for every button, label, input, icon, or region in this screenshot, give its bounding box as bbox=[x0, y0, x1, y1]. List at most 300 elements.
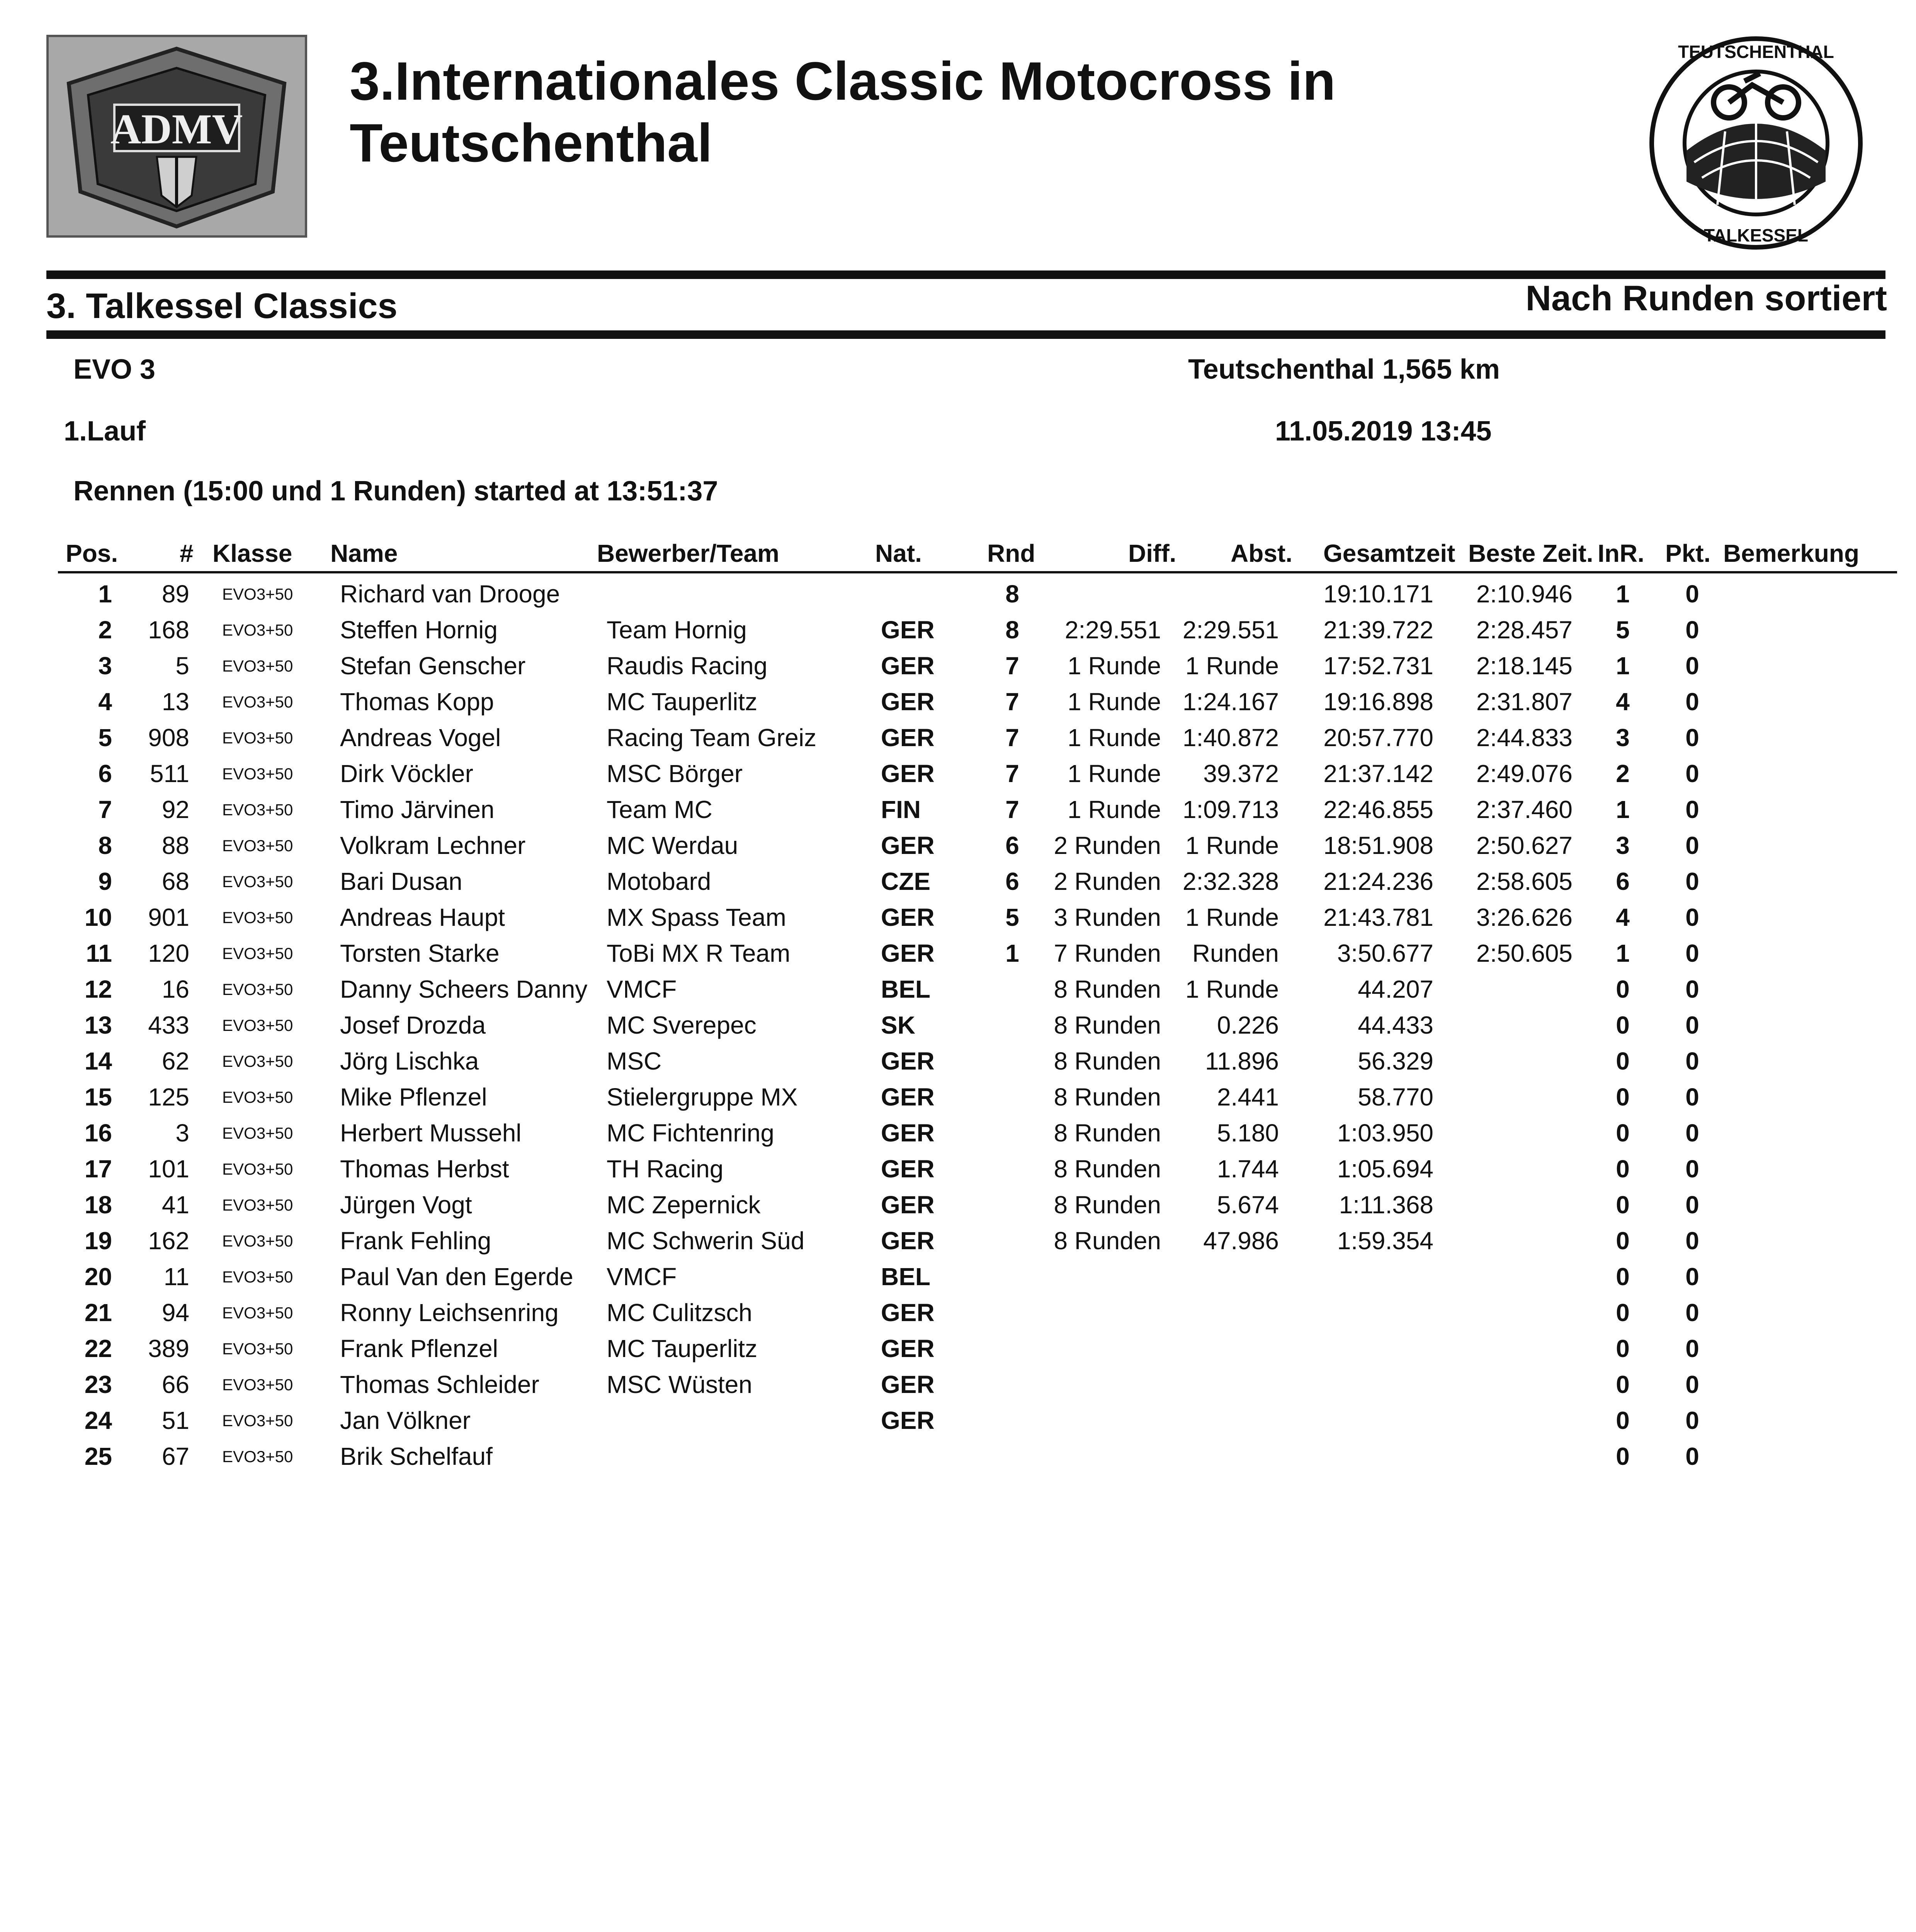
cell-points: 0 bbox=[1685, 1083, 1699, 1111]
race-info: Rennen (15:00 und 1 Runden) started at 13:51:37 bbox=[73, 476, 718, 507]
col-nat: Nat. bbox=[875, 539, 922, 567]
cell-gap: 2:32.328 bbox=[1182, 867, 1279, 895]
col-gesamtzeit: Gesamtzeit bbox=[1323, 539, 1455, 567]
cell-nation: GER bbox=[881, 724, 935, 752]
cell-points: 0 bbox=[1685, 903, 1699, 931]
col-inr: InR. bbox=[1598, 539, 1644, 567]
cell-laps: 8 bbox=[1005, 580, 1019, 608]
cell-inr: 6 bbox=[1616, 867, 1630, 895]
cell-inr: 2 bbox=[1616, 760, 1630, 787]
cell-pos: 12 bbox=[84, 975, 112, 1003]
cell-number: 511 bbox=[150, 760, 189, 787]
cell-inr: 0 bbox=[1616, 1083, 1630, 1111]
cell-class: EVO3+50 bbox=[222, 872, 293, 891]
cell-diff: 8 Runden bbox=[1054, 975, 1161, 1003]
cell-points: 0 bbox=[1685, 616, 1699, 644]
cell-number: 389 bbox=[148, 1335, 189, 1362]
col-best-time: Beste Zeit. bbox=[1468, 539, 1593, 567]
cell-team: Raudis Racing bbox=[607, 652, 768, 680]
cell-gap: 5.180 bbox=[1217, 1119, 1279, 1147]
cell-laps: 7 bbox=[1005, 760, 1019, 787]
cell-best-time: 2:50.605 bbox=[1476, 939, 1573, 967]
cell-total-time: 56.329 bbox=[1358, 1047, 1433, 1075]
cell-pos: 3 bbox=[98, 652, 112, 680]
cell-points: 0 bbox=[1685, 1406, 1699, 1434]
cell-class: EVO3+50 bbox=[222, 1447, 293, 1466]
cell-best-time: 2:58.605 bbox=[1476, 867, 1573, 895]
cell-pos: 8 bbox=[98, 832, 112, 859]
cell-inr: 0 bbox=[1616, 1155, 1630, 1183]
cell-diff: 2 Runden bbox=[1054, 867, 1161, 895]
cell-number: 120 bbox=[148, 939, 189, 967]
cell-number: 908 bbox=[148, 724, 189, 752]
cell-inr: 1 bbox=[1616, 939, 1630, 967]
cell-pos: 18 bbox=[84, 1191, 112, 1219]
cell-inr: 0 bbox=[1616, 1047, 1630, 1075]
cell-gap: 11.896 bbox=[1205, 1047, 1279, 1075]
col-name: Name bbox=[330, 539, 398, 567]
cell-team: MSC Börger bbox=[607, 760, 743, 787]
cell-class: EVO3+50 bbox=[222, 1124, 293, 1142]
cell-inr: 0 bbox=[1616, 1371, 1630, 1398]
cell-diff: 8 Runden bbox=[1054, 1011, 1161, 1039]
col-pos: Pos. bbox=[66, 539, 118, 567]
cell-nation: GER bbox=[881, 939, 935, 967]
svg-text:TALKESSEL: TALKESSEL bbox=[1703, 225, 1809, 245]
table-row bbox=[0, 1083, 1916, 1119]
cell-gap: 0.226 bbox=[1217, 1011, 1279, 1039]
cell-best-time: 2:10.946 bbox=[1476, 580, 1573, 608]
cell-best-time: 2:37.460 bbox=[1476, 796, 1573, 823]
event-heat: 1.Lauf bbox=[64, 416, 146, 447]
cell-inr: 5 bbox=[1616, 616, 1630, 644]
cell-gap: 1 Runde bbox=[1185, 652, 1279, 680]
cell-laps: 6 bbox=[1005, 832, 1019, 859]
cell-team: ToBi MX R Team bbox=[607, 939, 791, 967]
cell-pos: 19 bbox=[84, 1227, 112, 1255]
header-rule-top bbox=[46, 270, 1885, 279]
table-row bbox=[0, 651, 1916, 687]
cell-number: 433 bbox=[148, 1011, 189, 1039]
cell-diff: 8 Runden bbox=[1054, 1227, 1161, 1255]
table-row bbox=[0, 1262, 1916, 1298]
cell-name: Mike Pflenzel bbox=[340, 1083, 487, 1111]
cell-diff: 1 Runde bbox=[1068, 724, 1161, 752]
cell-points: 0 bbox=[1685, 1191, 1699, 1219]
cell-gap: 5.674 bbox=[1217, 1191, 1279, 1219]
event-datetime: 11.05.2019 13:45 bbox=[1275, 416, 1492, 447]
cell-points: 0 bbox=[1685, 1263, 1699, 1291]
cell-class: EVO3+50 bbox=[222, 729, 293, 747]
cell-nation: GER bbox=[881, 1047, 935, 1075]
cell-best-time: 2:49.076 bbox=[1476, 760, 1573, 787]
cell-pos: 11 bbox=[86, 939, 112, 967]
cell-total-time: 44.433 bbox=[1358, 1011, 1433, 1039]
cell-total-time: 21:37.142 bbox=[1323, 760, 1433, 787]
cell-nation: GER bbox=[881, 1335, 935, 1362]
table-row bbox=[0, 1155, 1916, 1190]
cell-class: EVO3+50 bbox=[222, 837, 293, 855]
cell-number: 89 bbox=[162, 580, 189, 608]
cell-class: EVO3+50 bbox=[222, 980, 293, 998]
cell-number: 13 bbox=[162, 688, 189, 716]
cell-diff: 1 Runde bbox=[1068, 688, 1161, 716]
col-num: # bbox=[180, 539, 194, 567]
cell-inr: 4 bbox=[1616, 688, 1630, 716]
cell-total-time: 18:51.908 bbox=[1323, 832, 1433, 859]
cell-nation: GER bbox=[881, 903, 935, 931]
cell-class: EVO3+50 bbox=[222, 1196, 293, 1214]
cell-number: 125 bbox=[148, 1083, 189, 1111]
cell-pos: 20 bbox=[84, 1263, 112, 1291]
cell-inr: 0 bbox=[1616, 1191, 1630, 1219]
cell-points: 0 bbox=[1685, 724, 1699, 752]
table-row bbox=[0, 867, 1916, 903]
page-title: 3.Internationales Classic Motocross in Teutschenthal bbox=[350, 51, 1336, 173]
cell-points: 0 bbox=[1685, 1227, 1699, 1255]
col-pkt: Pkt. bbox=[1665, 539, 1711, 567]
cell-gap: 1 Runde bbox=[1185, 832, 1279, 859]
cell-class: EVO3+50 bbox=[222, 693, 293, 711]
cell-points: 0 bbox=[1685, 1299, 1699, 1327]
cell-best-time: 2:31.807 bbox=[1476, 688, 1573, 716]
cell-diff: 1 Runde bbox=[1068, 760, 1161, 787]
table-row bbox=[0, 1119, 1916, 1155]
table-row bbox=[0, 1370, 1916, 1406]
cell-class: EVO3+50 bbox=[222, 765, 293, 783]
cell-inr: 0 bbox=[1616, 975, 1630, 1003]
cell-total-time: 58.770 bbox=[1358, 1083, 1433, 1111]
teutschenthal-logo bbox=[1629, 35, 1884, 251]
cell-number: 16 bbox=[162, 975, 189, 1003]
cell-pos: 9 bbox=[98, 867, 112, 895]
cell-total-time: 17:52.731 bbox=[1323, 652, 1433, 680]
svg-text:ADMV: ADMV bbox=[110, 105, 243, 153]
cell-inr: 0 bbox=[1616, 1406, 1630, 1434]
table-row bbox=[0, 975, 1916, 1011]
col-rnd: Rnd bbox=[987, 539, 1035, 567]
table-row bbox=[0, 1047, 1916, 1083]
cell-gap: 1.744 bbox=[1217, 1155, 1279, 1183]
motocross-globe-icon bbox=[1629, 35, 1884, 251]
admv-logo bbox=[46, 35, 307, 238]
cell-class: EVO3+50 bbox=[222, 1052, 293, 1070]
cell-gap: 39.372 bbox=[1203, 760, 1279, 787]
cell-points: 0 bbox=[1685, 867, 1699, 895]
cell-name: Dirk Vöckler bbox=[340, 760, 473, 787]
cell-team: Team Hornig bbox=[607, 616, 747, 644]
cell-points: 0 bbox=[1685, 580, 1699, 608]
cell-team: MC Zepernick bbox=[607, 1191, 761, 1219]
cell-inr: 0 bbox=[1616, 1442, 1630, 1470]
cell-diff: 7 Runden bbox=[1054, 939, 1161, 967]
table-row bbox=[0, 616, 1916, 651]
table-row bbox=[0, 1226, 1916, 1262]
cell-class: EVO3+50 bbox=[222, 585, 293, 603]
cell-nation: GER bbox=[881, 1299, 935, 1327]
cell-inr: 4 bbox=[1616, 903, 1630, 931]
table-row bbox=[0, 831, 1916, 867]
cell-class: EVO3+50 bbox=[222, 1160, 293, 1178]
cell-laps: 7 bbox=[1005, 796, 1019, 823]
cell-team: Stielergruppe MX bbox=[607, 1083, 798, 1111]
cell-points: 0 bbox=[1685, 760, 1699, 787]
cell-number: 162 bbox=[148, 1227, 189, 1255]
col-class: Klasse bbox=[213, 539, 292, 567]
cell-team: VMCF bbox=[607, 1263, 677, 1291]
cell-gap: 1 Runde bbox=[1185, 903, 1279, 931]
cell-team: Team MC bbox=[607, 796, 712, 823]
cell-pos: 23 bbox=[84, 1371, 112, 1398]
cell-diff: 2:29.551 bbox=[1064, 616, 1161, 644]
col-remark: Bemerkung bbox=[1723, 539, 1860, 567]
cell-class: EVO3+50 bbox=[222, 1016, 293, 1034]
cell-name: Jörg Lischka bbox=[340, 1047, 479, 1075]
col-diff: Diff. bbox=[1128, 539, 1176, 567]
cell-points: 0 bbox=[1685, 1335, 1699, 1362]
table-row bbox=[0, 1298, 1916, 1334]
cell-total-time: 3:50.677 bbox=[1337, 939, 1433, 967]
cell-pos: 17 bbox=[84, 1155, 112, 1183]
cell-team: MC Fichtenring bbox=[607, 1119, 774, 1147]
cell-diff: 1 Runde bbox=[1068, 652, 1161, 680]
cell-points: 0 bbox=[1685, 652, 1699, 680]
cell-team: MC Werdau bbox=[607, 832, 738, 859]
col-abst: Abst. bbox=[1231, 539, 1292, 567]
cell-gap: 1:24.167 bbox=[1182, 688, 1279, 716]
cell-nation: GER bbox=[881, 760, 935, 787]
table-row bbox=[0, 795, 1916, 831]
cell-nation: GER bbox=[881, 652, 935, 680]
col-team: Bewerber/Team bbox=[597, 539, 779, 567]
cell-nation: GER bbox=[881, 1119, 935, 1147]
cell-name: Danny Scheers Danny bbox=[340, 975, 588, 1003]
cell-inr: 3 bbox=[1616, 832, 1630, 859]
cell-pos: 14 bbox=[84, 1047, 112, 1075]
cell-name: Bari Dusan bbox=[340, 867, 462, 895]
cell-points: 0 bbox=[1685, 1442, 1699, 1470]
cell-pos: 15 bbox=[84, 1083, 112, 1111]
cell-name: Richard van Drooge bbox=[340, 580, 560, 608]
cell-name: Herbert Mussehl bbox=[340, 1119, 522, 1147]
cell-team: MSC Wüsten bbox=[607, 1371, 752, 1398]
cell-pos: 21 bbox=[84, 1299, 112, 1327]
table-row bbox=[0, 1442, 1916, 1478]
cell-pos: 10 bbox=[84, 903, 112, 931]
cell-nation: GER bbox=[881, 1371, 935, 1398]
cell-class: EVO3+50 bbox=[222, 621, 293, 639]
cell-points: 0 bbox=[1685, 1155, 1699, 1183]
cell-total-time: 1:59.354 bbox=[1337, 1227, 1433, 1255]
cell-total-time: 22:46.855 bbox=[1323, 796, 1433, 823]
cell-total-time: 21:43.781 bbox=[1323, 903, 1433, 931]
table-row bbox=[0, 1334, 1916, 1370]
cell-laps: 7 bbox=[1005, 688, 1019, 716]
cell-team: MC Sverepec bbox=[607, 1011, 757, 1039]
cell-gap: Runden bbox=[1192, 939, 1279, 967]
cell-pos: 13 bbox=[84, 1011, 112, 1039]
cell-name: Andreas Haupt bbox=[340, 903, 505, 931]
cell-total-time: 1:11.368 bbox=[1339, 1191, 1433, 1219]
cell-nation: GER bbox=[881, 1155, 935, 1183]
cell-inr: 0 bbox=[1616, 1335, 1630, 1362]
cell-laps: 7 bbox=[1005, 724, 1019, 752]
cell-class: EVO3+50 bbox=[222, 1376, 293, 1394]
cell-best-time: 3:26.626 bbox=[1476, 903, 1573, 931]
event-class: EVO 3 bbox=[73, 354, 156, 385]
cell-class: EVO3+50 bbox=[222, 908, 293, 927]
cell-points: 0 bbox=[1685, 939, 1699, 967]
cell-nation: FIN bbox=[881, 796, 921, 823]
event-name: 3. Talkessel Classics bbox=[46, 286, 398, 326]
cell-total-time: 1:03.950 bbox=[1337, 1119, 1433, 1147]
cell-name: Josef Drozda bbox=[340, 1011, 486, 1039]
cell-number: 168 bbox=[148, 616, 189, 644]
cell-inr: 1 bbox=[1616, 580, 1630, 608]
cell-best-time: 2:28.457 bbox=[1476, 616, 1573, 644]
cell-nation: GER bbox=[881, 1191, 935, 1219]
table-row bbox=[0, 1406, 1916, 1442]
header-rule-bottom bbox=[46, 330, 1885, 339]
cell-name: Brik Schelfauf bbox=[340, 1442, 493, 1470]
cell-nation: CZE bbox=[881, 867, 930, 895]
cell-name: Thomas Schleider bbox=[340, 1371, 539, 1398]
table-row bbox=[0, 1011, 1916, 1047]
admv-emblem-icon bbox=[49, 37, 305, 235]
cell-inr: 3 bbox=[1616, 724, 1630, 752]
cell-name: Thomas Herbst bbox=[340, 1155, 509, 1183]
cell-class: EVO3+50 bbox=[222, 801, 293, 819]
cell-points: 0 bbox=[1685, 975, 1699, 1003]
cell-points: 0 bbox=[1685, 796, 1699, 823]
table-row bbox=[0, 903, 1916, 939]
cell-class: EVO3+50 bbox=[222, 1412, 293, 1430]
cell-pos: 25 bbox=[84, 1442, 112, 1470]
cell-gap: 1:09.713 bbox=[1182, 796, 1279, 823]
cell-nation: GER bbox=[881, 1083, 935, 1111]
cell-name: Paul Van den Egerde bbox=[340, 1263, 573, 1291]
cell-name: Stefan Genscher bbox=[340, 652, 526, 680]
cell-name: Volkram Lechner bbox=[340, 832, 526, 859]
cell-pos: 2 bbox=[98, 616, 112, 644]
cell-inr: 0 bbox=[1616, 1119, 1630, 1147]
cell-nation: SK bbox=[881, 1011, 915, 1039]
cell-name: Ronny Leichsenring bbox=[340, 1299, 559, 1327]
cell-number: 101 bbox=[148, 1155, 189, 1183]
cell-nation: BEL bbox=[881, 975, 930, 1003]
cell-nation: GER bbox=[881, 1227, 935, 1255]
cell-pos: 22 bbox=[84, 1335, 112, 1362]
cell-diff: 8 Runden bbox=[1054, 1083, 1161, 1111]
cell-class: EVO3+50 bbox=[222, 1088, 293, 1106]
cell-diff: 8 Runden bbox=[1054, 1119, 1161, 1147]
table-row bbox=[0, 1190, 1916, 1226]
cell-diff: 8 Runden bbox=[1054, 1155, 1161, 1183]
cell-number: 68 bbox=[162, 867, 189, 895]
cell-team: MX Spass Team bbox=[607, 903, 786, 931]
cell-nation: GER bbox=[881, 832, 935, 859]
cell-nation: BEL bbox=[881, 1263, 930, 1291]
cell-total-time: 19:16.898 bbox=[1323, 688, 1433, 716]
cell-points: 0 bbox=[1685, 832, 1699, 859]
cell-gap: 1:40.872 bbox=[1182, 724, 1279, 752]
table-row bbox=[0, 687, 1916, 723]
cell-gap: 2.441 bbox=[1217, 1083, 1279, 1111]
cell-pos: 4 bbox=[98, 688, 112, 716]
cell-name: Jürgen Vogt bbox=[340, 1191, 472, 1219]
cell-number: 11 bbox=[163, 1263, 189, 1291]
cell-best-time: 2:50.627 bbox=[1476, 832, 1573, 859]
cell-number: 41 bbox=[162, 1191, 189, 1219]
cell-total-time: 21:24.236 bbox=[1323, 867, 1433, 895]
cell-pos: 5 bbox=[98, 724, 112, 752]
cell-points: 0 bbox=[1685, 1047, 1699, 1075]
table-header-rule bbox=[58, 571, 1897, 573]
cell-class: EVO3+50 bbox=[222, 1340, 293, 1358]
cell-diff: 8 Runden bbox=[1054, 1191, 1161, 1219]
cell-inr: 0 bbox=[1616, 1011, 1630, 1039]
cell-laps: 7 bbox=[1005, 652, 1019, 680]
event-track: Teutschenthal 1,565 km bbox=[1188, 354, 1500, 385]
cell-number: 901 bbox=[148, 903, 189, 931]
cell-number: 94 bbox=[162, 1299, 189, 1327]
cell-name: Frank Pflenzel bbox=[340, 1335, 498, 1362]
cell-pos: 1 bbox=[98, 580, 112, 608]
table-row bbox=[0, 759, 1916, 795]
table-row bbox=[0, 939, 1916, 975]
cell-laps: 6 bbox=[1005, 867, 1019, 895]
cell-class: EVO3+50 bbox=[222, 1232, 293, 1250]
cell-nation: GER bbox=[881, 688, 935, 716]
cell-points: 0 bbox=[1685, 1371, 1699, 1398]
cell-name: Thomas Kopp bbox=[340, 688, 494, 716]
cell-number: 5 bbox=[175, 652, 189, 680]
cell-team: MC Culitzsch bbox=[607, 1299, 752, 1327]
cell-inr: 1 bbox=[1616, 652, 1630, 680]
sort-order-label: Nach Runden sortiert bbox=[1525, 279, 1887, 318]
cell-total-time: 1:05.694 bbox=[1337, 1155, 1433, 1183]
cell-nation: GER bbox=[881, 616, 935, 644]
cell-number: 67 bbox=[162, 1442, 189, 1470]
cell-team: MC Schwerin Süd bbox=[607, 1227, 805, 1255]
cell-points: 0 bbox=[1685, 688, 1699, 716]
cell-points: 0 bbox=[1685, 1011, 1699, 1039]
cell-total-time: 44.207 bbox=[1358, 975, 1433, 1003]
cell-team: VMCF bbox=[607, 975, 677, 1003]
cell-name: Steffen Hornig bbox=[340, 616, 498, 644]
cell-pos: 16 bbox=[84, 1119, 112, 1147]
cell-inr: 0 bbox=[1616, 1227, 1630, 1255]
cell-name: Frank Fehling bbox=[340, 1227, 491, 1255]
cell-name: Torsten Starke bbox=[340, 939, 500, 967]
cell-gap: 2:29.551 bbox=[1182, 616, 1279, 644]
cell-best-time: 2:18.145 bbox=[1476, 652, 1573, 680]
cell-number: 88 bbox=[162, 832, 189, 859]
table-row bbox=[0, 723, 1916, 759]
cell-team: MC Tauperlitz bbox=[607, 1335, 758, 1362]
cell-inr: 0 bbox=[1616, 1263, 1630, 1291]
cell-total-time: 19:10.171 bbox=[1323, 580, 1433, 608]
cell-diff: 8 Runden bbox=[1054, 1047, 1161, 1075]
cell-diff: 3 Runden bbox=[1054, 903, 1161, 931]
cell-team: Racing Team Greiz bbox=[607, 724, 817, 752]
cell-team: MC Tauperlitz bbox=[607, 688, 758, 716]
cell-number: 62 bbox=[162, 1047, 189, 1075]
cell-total-time: 21:39.722 bbox=[1323, 616, 1433, 644]
cell-class: EVO3+50 bbox=[222, 657, 293, 675]
cell-diff: 2 Runden bbox=[1054, 832, 1161, 859]
cell-team: Motobard bbox=[607, 867, 711, 895]
